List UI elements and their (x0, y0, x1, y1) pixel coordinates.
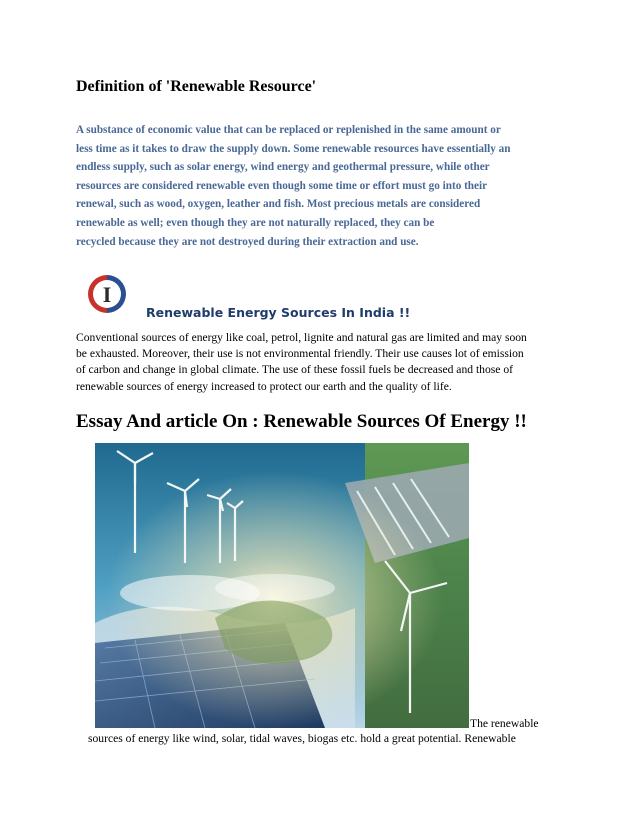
essay-caption-line: sources of energy like wind, solar, tidal waves, biogas etc. hold a great potential. Renewable (88, 732, 516, 745)
india-paragraph (76, 330, 576, 395)
red-blue-i-logo-icon (86, 273, 128, 315)
logo-letter: I (102, 282, 112, 307)
definition-heading: Definition of 'Renewable Resource' (76, 78, 317, 95)
definition-line: A substance of economic value that can be replaced or replenished in the same amount or (76, 124, 501, 136)
definition-line: renewable as well; even though they are not naturally replaced, they can be (76, 216, 435, 229)
india-line: of carbon and change in global climate. The use of these fossil fuels be decreased and those of (76, 363, 513, 377)
definition-line: renewal, such as wood, oxygen, leather and fish. Most precious metals are considered (76, 198, 481, 211)
definition-line: resources are considered renewable even though some time or effort must go into their (76, 179, 488, 192)
india-line: Conventional sources of energy like coal, petrol, lignite and natural gas are limited and may soon (76, 331, 527, 344)
definition-paragraph (76, 121, 568, 251)
india-section-heading: Renewable Energy Sources In India !! (146, 305, 411, 320)
india-line: renewable sources of energy increased to protect our earth and the quality of life. (76, 379, 452, 393)
definition-line: recycled because they are not destroyed during their extraction and use. (76, 235, 419, 248)
essay-heading: Essay And article On : Renewable Sources Of Energy !! (76, 411, 527, 432)
renewable-energy-collage-image (95, 443, 469, 728)
india-line: be exhausted. Moreover, their use is not environmental friendly. Their use causes lot of emission (76, 347, 524, 361)
definition-line: less time as it takes to draw the supply down. Some renewable resources have essentially an (76, 142, 511, 155)
essay-caption-line: The renewable (470, 717, 539, 730)
definition-line: endless supply, such as solar energy, wind energy and geothermal pressure, while other (76, 161, 490, 174)
